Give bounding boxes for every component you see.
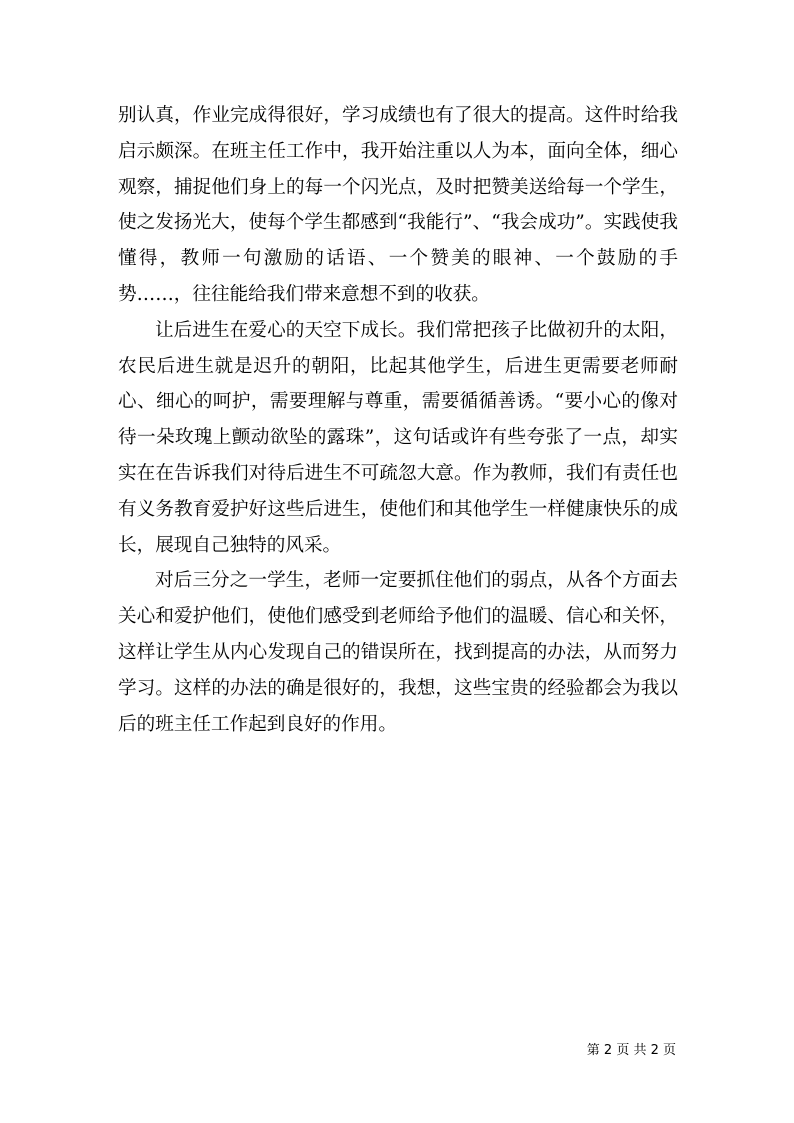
document-body: [118, 98, 678, 742]
page-number-footer: 第 2 页 共 2 页: [586, 1043, 676, 1058]
paragraph-3: 对后三分之一学生，老师一定要抓住他们的弱点，从各个方面去关心和爱护他们，使他们感受到老师给予他们的温暖、信心和关怀，这样让学生从内心发现自己的错误所在，找到提高的办法，从而努力学习。这样的办法的确是很好的，我想，这些宝贵的经验都会为我以后的班主任工作起到良好的作用。: [118, 570, 678, 735]
paragraph-1: 别认真，作业完成得很好，学习成绩也有了很大的提高。这件时给我启示颇深。在班主任工作中，我开始注重以人为本，面向全体，细心观察，捕捉他们身上的每一个闪光点，及时把赞美送给每一个学生，使之发扬光大，使每个学生都感到“我能行”、“我会成功”。实践使我懂得，教师一句激励的话语、一个赞美的眼神、一个鼓励的手势……，往往能给我们带来意想不到的收获。: [118, 105, 678, 305]
paragraph-2: 让后进生在爱心的天空下成长。我们常把孩子比做初升的太阳，农民后进生就是迟升的朝阳，比起其他学生，后进生更需要老师耐心、细心的呵护，需要理解与尊重，需要循循善诱。“要小心的像对待一朵玫瑰上颤动欲坠的露珠”，这句话或许有些夸张了一点，却实实在在告诉我们对待后进生不可疏忽大意。作为教师，我们有责任也有义务教育爱护好这些后进生，使他们和其他学生一样健康快乐的成长，展现自己独特的风采。: [118, 319, 678, 556]
